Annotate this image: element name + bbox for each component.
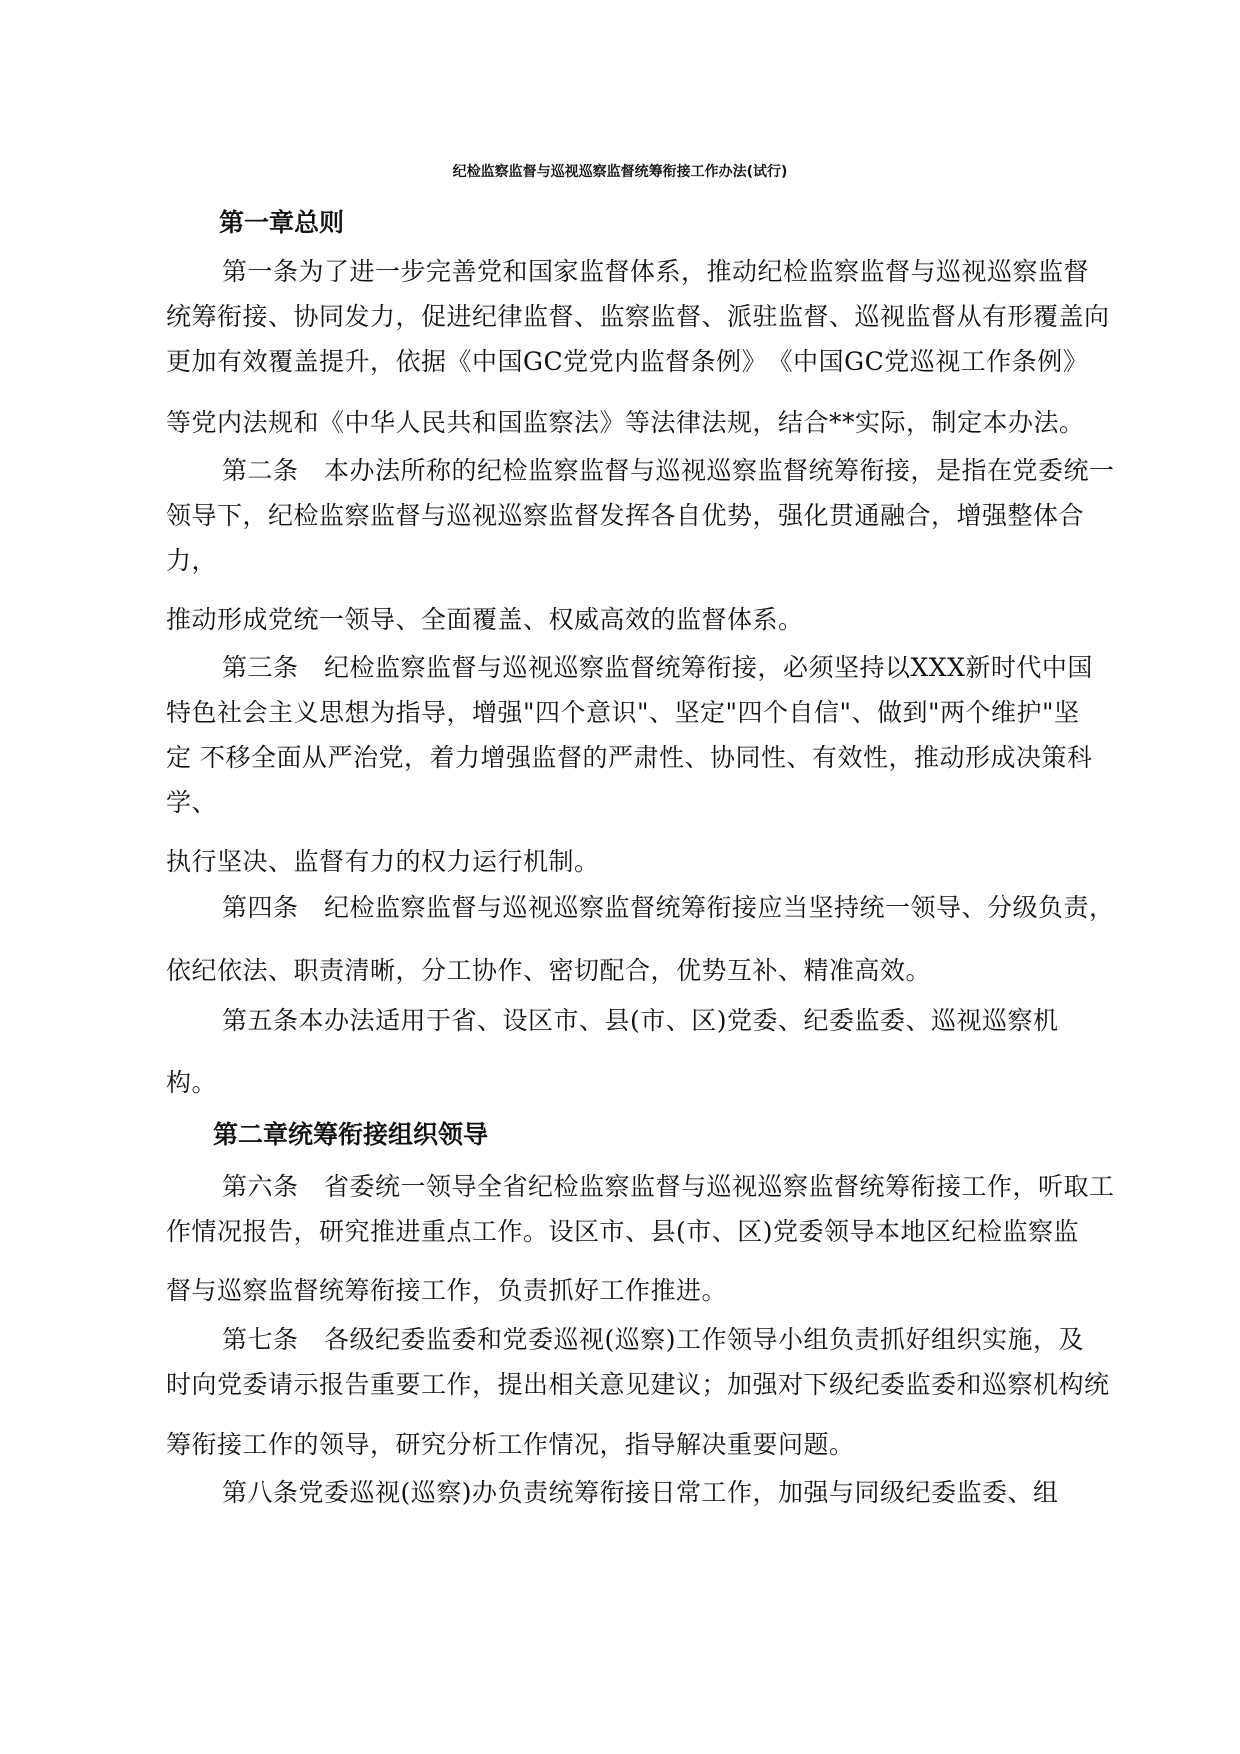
paragraph-line: 第三条 纪检监察监督与巡视巡察监督统筹衔接，必须坚持以XXX新时代中国	[222, 653, 1093, 682]
paragraph-line: 领导下，纪检监察监督与巡视巡察监督发挥各自优势，强化贯通融合，增强整体合	[166, 501, 1085, 530]
paragraph-line: 作情况报告，研究推进重点工作。设区市、县(市、区)党委领导本地区纪检监察监	[166, 1217, 1080, 1246]
paragraph-line: 时向党委请示报告重要工作，提出相关意见建议；加强对下级纪委监委和巡察机构统	[166, 1370, 1110, 1399]
document-title: 纪检监察监督与巡视巡察监督统筹衔接工作办法(试行)	[452, 164, 788, 180]
paragraph-line: 第八条党委巡视(巡察)办负责统筹衔接日常工作，加强与同级纪委监委、组	[222, 1478, 1059, 1507]
paragraph-line: 更加有效覆盖提升，依据《中国GC党党内监督条例》 《中国GC党巡视工作条例》	[166, 347, 1089, 376]
paragraph-line: 第四条 纪检监察监督与巡视巡察监督统筹衔接应当坚持统一领导、分级负责，	[222, 893, 1115, 922]
paragraph-line: 统筹衔接、协同发力，促进纪律监督、监察监督、派驻监督、巡视监督从有形覆盖向	[166, 302, 1110, 331]
paragraph-line: 特色社会主义思想为指导，增强"四个意识"、坚定"四个自信"、做到"两个维护"坚	[166, 698, 1080, 727]
paragraph-line: 定 不移全面从严治党，着力增强监督的严肃性、协同性、有效性，推动形成决策科	[166, 743, 1093, 772]
chapter-heading-1: 第一章总则	[219, 208, 345, 237]
paragraph-line: 第六条 省委统一领导全省纪检监察监督与巡视巡察监督统筹衔接工作，听取工	[222, 1172, 1115, 1201]
paragraph-line: 依纪依法、职责清晰，分工协作、密切配合，优势互补、精准高效。	[166, 956, 932, 985]
paragraph-line: 第五条本办法适用于省、设区市、县(市、区)党委、纪委监委、巡视巡察机	[222, 1006, 1059, 1035]
paragraph-line: 第二条 本办法所称的纪检监察监督与巡视巡察监督统筹衔接，是指在党委统一	[222, 456, 1115, 485]
paragraph-line: 等党内法规和《中华人民共和国监察法》等法律法规，结合**实际，制定本办法。	[166, 408, 1085, 437]
paragraph-line: 第一条为了进一步完善党和国家监督体系，推动纪检监察监督与巡视巡察监督	[222, 257, 1090, 286]
paragraph-line: 构。	[166, 1068, 218, 1097]
paragraph-line: 筹衔接工作的领导，研究分析工作情况，指导解决重要问题。	[166, 1430, 855, 1459]
paragraph-line: 执行坚决、监督有力的权力运行机制。	[166, 847, 600, 876]
paragraph-line: 督与巡察监督统筹衔接工作，负责抓好工作推进。	[166, 1276, 728, 1305]
chapter-heading-2: 第二章统筹衔接组织领导	[213, 1120, 489, 1149]
paragraph-line: 第七条 各级纪委监委和党委巡视(巡察)工作领导小组负责抓好组织实施，及	[222, 1325, 1085, 1354]
paragraph-line: 学、	[166, 788, 218, 817]
paragraph-line: 推动形成党统一领导、全面覆盖、权威高效的监督体系。	[166, 605, 804, 634]
paragraph-line: 力，	[166, 546, 218, 575]
